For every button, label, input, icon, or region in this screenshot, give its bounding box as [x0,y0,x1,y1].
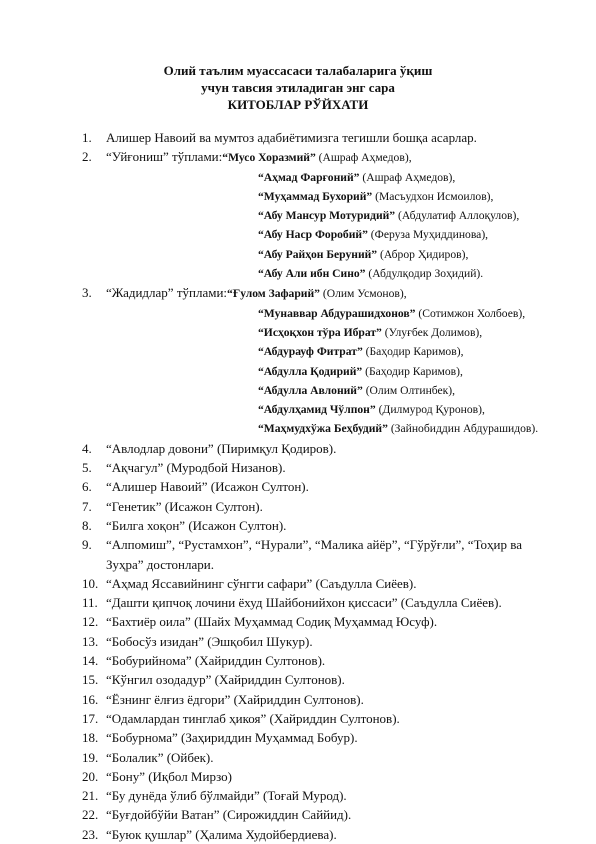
item-text: “Билга хоқон” (Исажон Султон). [106,517,287,533]
list-item [82,574,542,593]
item-number: 17. [82,710,99,726]
sub-item [106,419,542,438]
sub-item [106,264,542,283]
sub-item-author: (Сотимжон Холбоев), [415,306,526,320]
item-text: “Дашти қипчоқ лочини ёхуд Шайбонийхон қиссаси” (Саъдулла Сиёев). [106,595,502,611]
item-number: 14. [82,653,99,669]
item-text: “Ақчагул” (Муродбой Низанов). [106,460,286,476]
item-number: 11. [82,595,98,611]
sub-item-author: (Феруза Муҳиддинова), [367,228,489,242]
list-item [82,728,542,747]
list-item [82,690,542,709]
sub-item-author: (Олим Усмонов), [319,287,407,301]
item-number: 5. [82,460,92,476]
sub-item-author: (Аброр Ҳидиров), [377,247,469,261]
sub-item [106,304,542,323]
item-number: 4. [82,440,92,456]
list-item [82,612,542,631]
sub-item [227,287,407,300]
item-text: “Буғдойбўйи Ватан” (Сирожиддин Саййид). [106,807,352,823]
sub-item-author: (Абдулқодир Зоҳидий). [365,267,484,281]
sub-item-title: “Абу Мансур Мотуридий” [258,209,396,223]
list-item [82,497,542,516]
document-title [0,62,596,113]
item-text: “Жадидлар” тўплами: [106,285,228,301]
title-line-2: учун тавсия этиладиган энг сара [201,80,395,95]
item-number: 15. [82,672,99,688]
list-item [82,670,542,689]
item-text: “Бобосўз изидан” (Эшқобил Шукур). [106,633,313,649]
sub-item-title: “Ғулом Зафарий” [227,287,320,301]
sub-item [106,381,542,400]
item-text: “Уйғониш” тўплами: [106,149,223,165]
list-item [82,535,542,574]
sub-item-author: (Зайнобиддин Абдурашидов). [387,422,539,436]
title-line-1: Олий таълим муассасаси талабаларига ўқиш [163,63,433,78]
item-text: “Аҳмад Яссавийнинг сўнгги сафари” (Саъдулла Сиёев). [106,575,417,591]
item-number: 22. [82,807,99,823]
sub-item-title: “Муҳаммад Бухорий” [258,189,373,203]
list-item [82,283,542,438]
sub-item [106,168,542,187]
sub-item-author: (Ашраф Аҳмедов), [359,170,456,184]
sub-item [106,187,542,206]
sub-item [106,342,542,361]
sub-item [106,245,542,264]
sub-item-title: “Мусо Хоразмий” [222,151,316,165]
sub-item-title: “Абдурауф Фитрат” [258,345,363,359]
sub-item-author: (Дилмурод Қуронов), [375,403,485,417]
item-text: “Бу дунёда ўлиб бўлмайди” (Тоғай Мурод). [106,788,347,804]
list-item [82,748,542,767]
sub-item-author: (Абдулатиф Аллоқулов), [395,209,520,223]
list-item [82,458,542,477]
item-text: “Ёзнинг ёлғиз ёдгори” (Хайриддин Султонов). [106,691,364,707]
sub-item-title: “Аҳмад Фарғоний” [258,170,360,184]
item-text: “Алишер Навоий” (Исажон Султон). [106,479,309,495]
item-text: “Одамлардан тинглаб ҳикоя” (Хайриддин Султонов). [106,710,400,726]
item-text: “Генетик” (Исажон Султон). [106,498,263,514]
sub-item-title: “Абу Наср Форобий” [258,228,368,242]
item-number: 16. [82,691,99,707]
list-item [82,632,542,651]
item-number: 9. [82,537,92,553]
list-item [82,709,542,728]
sub-item-title: “Маҳмудхўжа Беҳбудий” [258,422,388,436]
list-item [82,805,542,824]
list-item [82,786,542,805]
sub-item-title: “Абу Райҳон Беруний” [258,247,378,261]
item-text: “Болалик” (Ойбек). [106,749,214,765]
item-number: 21. [82,788,99,804]
sub-item-title: “Исҳоқхон тўра Ибрат” [258,325,382,339]
item-number: 3. [82,285,92,301]
sub-item [106,362,542,381]
item-number: 6. [82,479,92,495]
item-text: “Авлодлар довони” (Пиримқул Қодиров). [106,440,337,456]
list-item [82,147,542,283]
list-item [82,593,542,612]
list-item [82,825,542,844]
item-number: 12. [82,614,99,630]
sub-item-title: “Абдулла Авлоний” [258,383,363,397]
list-item [82,516,542,535]
item-number: 7. [82,498,92,514]
item-text: Алишер Навоий ва мумтоз адабиётимизга тегишли бошқа асарлар. [106,130,477,145]
list-item [82,477,542,496]
sub-item-title: “Абу Али ибн Сино” [258,267,366,281]
sub-item [106,206,542,225]
item-text: “Бону” (Иқбол Мирзо) [106,768,232,784]
list-item [82,439,542,458]
item-number: 1. [82,130,92,145]
sub-item-title: “Абдулҳамид Чўлпон” [258,403,376,417]
sub-item [106,323,542,342]
sub-item-author: (Баҳодир Каримов), [362,345,464,359]
list-item [82,128,542,147]
book-list [82,128,542,844]
item-number: 20. [82,768,99,784]
sub-item-author: (Улуғбек Долимов), [381,325,483,339]
item-number: 19. [82,749,99,765]
item-text: “Бобурийнома” (Хайриддин Султонов). [106,653,326,669]
item-number: 18. [82,730,99,746]
sub-item-author: (Масъудхон Исмоилов), [372,189,494,203]
item-number: 10. [82,575,99,591]
sub-item [106,225,542,244]
list-item [82,651,542,670]
sub-item-title: “Абдулла Қодирий” [258,364,363,378]
sub-item [106,400,542,419]
item-text: “Бахтиёр оила” (Шайх Муҳаммад Содиқ Муҳаммад Юсуф). [106,614,438,630]
item-text: “Алпомиш”, “Рустамхон”, “Нурали”, “Малика айёр”, “Гўрўғли”, “Тоҳир ва Зуҳра” достонлари. [106,537,522,572]
sub-item [222,151,411,164]
sub-item-author: (Олим Олтинбек), [362,383,456,397]
list-item [82,767,542,786]
item-number: 2. [82,149,92,165]
title-line-3: КИТОБЛАР РЎЙХАТИ [227,97,369,112]
item-text: “Буюк қушлар” (Ҳалима Худойбердиева). [106,826,337,842]
sub-item-title: “Мунаввар Абдурашидхонов” [258,306,416,320]
item-number: 23. [82,826,99,842]
item-number: 8. [82,517,92,533]
item-text: “Кўнгил озодадур” (Хайриддин Султонов). [106,672,345,688]
sub-item-author: (Баҳодир Каримов), [362,364,463,378]
item-number: 13. [82,633,99,649]
sub-item-author: (Ашраф Аҳмедов), [315,151,412,165]
item-text: “Бобурнома” (Заҳириддин Муҳаммад Бобур). [106,730,358,746]
